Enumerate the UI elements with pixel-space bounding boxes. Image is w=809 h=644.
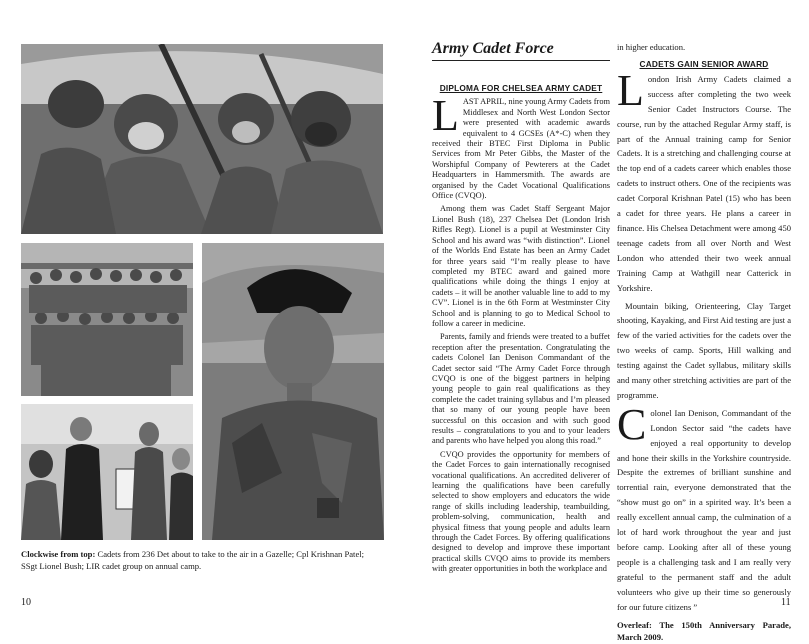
page-number-left: 10 xyxy=(21,597,31,608)
section2-heading: CADETS GAIN SENIOR AWARD xyxy=(639,58,769,69)
caption-lead: Clockwise from top: xyxy=(21,549,96,559)
section1-dropcap: L xyxy=(432,91,459,141)
section2-dropcap-c: C xyxy=(617,399,647,449)
section1-paragraph-1: LAST APRIL, nine young Army Cadets from Middlesex and North West London Sector were presented with academic awards equivalent to 4 GCSEs (A*-C) when they received their BTEC First Diploma in Public Services from Mr Peter Gibbs, the Master of the Worshipful Company of Pewterers at the Cadet Headquarters in Hammersmith. The awards are organised by the Cadet Vocational Qualifications Office (CVQO). xyxy=(432,91,610,201)
title-rule xyxy=(432,60,610,61)
section2-paragraph-1: London Irish Army Cadets claimed a success after completing the two week Senior Cadet Instructors Course. The course, run by the attached Regular Army staff, is part of the Annual training camp for Senior Cadets. It is a stretching and challenging course at the top end of a cadets career which enables those cadets to instruct others. One of the recipients was cadet Corporal Krishnan Patel (15) who has been a cadet for three years. He plans a career in finance. His Chelsea Detachment were among 450 teenage cadets from all over North and West London who attended their two week annual Training Camp at Wathgill near Catterick in Yorkshire. xyxy=(617,65,791,293)
overleaf-note: Overleaf: The 150th Anniversary Parade, March 2009. xyxy=(617,619,791,643)
group-photo xyxy=(21,243,193,396)
caption-text: Cadets from 236 Det about to take to the air in a Gazelle; Cpl Krishnan Patel; SSgt Lionel Bush; LIR cadet group on annual camp. xyxy=(21,549,365,571)
section2-dropcap: L xyxy=(617,65,644,115)
photo-caption xyxy=(21,548,381,572)
column-right xyxy=(617,40,791,644)
section1-paragraph-2: Among them was Cadet Staff Sergeant Major Lionel Bush (18), 237 Chelsea Det (London Irish Rifles Regt). Lionel is a pupil at Westminster City School and his award was “with distinction”. Lionel of the Worlds End Estate has been an Army Cadet for three years said “I’m really please to have completed my BTEC award and gained more qualifications while doing the things I enjoy at cadets – it will be another valuable line to add to my CV”. Lionel is in the 6th Form at Westminster City School and is planning to go to Medical School to follow a career in medicine. xyxy=(432,204,610,328)
column-left xyxy=(432,83,610,578)
award-photo xyxy=(21,404,193,540)
section1-paragraph-4: CVQO provides the opportunity for members of the Cadet Forces to gain internationally recognised vocational qualifications. An accredited deliverer of learning the qualifications have been carefully selected to show employers and educators the wide range of skills including leadership, teambuilding, problem-solving, communication, health and physical fitness that young people and adults learn through the Cadet Forces. By offering qualifications designed to develop and improve these important practical skills CVQO aims to provide its members with greater opportunities in both the workplace and xyxy=(432,449,610,574)
section2-paragraph-2: Mountain biking, Orienteering, Clay Target shooting, Kayaking, and First Aid testing are just a few of the varied activities for the cadets over the two weeks of camp. Sports, Hill walking and testing against the Cadet syllabus, military skills and many other stretching activities are part of the programme. xyxy=(617,300,791,400)
helicopter-photo xyxy=(21,44,383,234)
section2-paragraph-3: Colonel Ian Denison, Commandant of the London Sector said “the cadets have enjoyed a real opportunity to develop and hone their skills in the Yorkshire countryside. Despite the extremes of brilliant sunshine and torrential rain, everyone demonstrated that the “show must go on” in a spirited way. It’s been a really excellent annual camp, the culmination of a lot of hard work throughout the year and just before camp. Looking after all of these young people is a challenging task and I am really very grateful to the permanent staff and the adult volunteers who give up their time so generously for our future citizens ” xyxy=(617,399,791,612)
section1-paragraph-3: Parents, family and friends were treated to a buffet reception after the presentation. Congratulating the cadets Colonel Ian Denison Commandant of the Cadet sector said “The Army Cadet Force through CVQO is one of the biggest partners in helping young people to gain real qualifications as they complete the cadet training syllabus and I’m pleased that so many of our young people have been successful on this occasion and with such good results – congratulations to you and to your leaders and parents who have helped you along this road.” xyxy=(432,332,610,446)
portrait-photo xyxy=(202,243,384,540)
section2-lead: in higher education. xyxy=(617,42,686,52)
page-number-right: 11 xyxy=(781,597,791,608)
section1-heading: DIPLOMA FOR CHELSEA ARMY CADET xyxy=(439,83,603,93)
article-title: Army Cadet Force xyxy=(432,40,554,57)
